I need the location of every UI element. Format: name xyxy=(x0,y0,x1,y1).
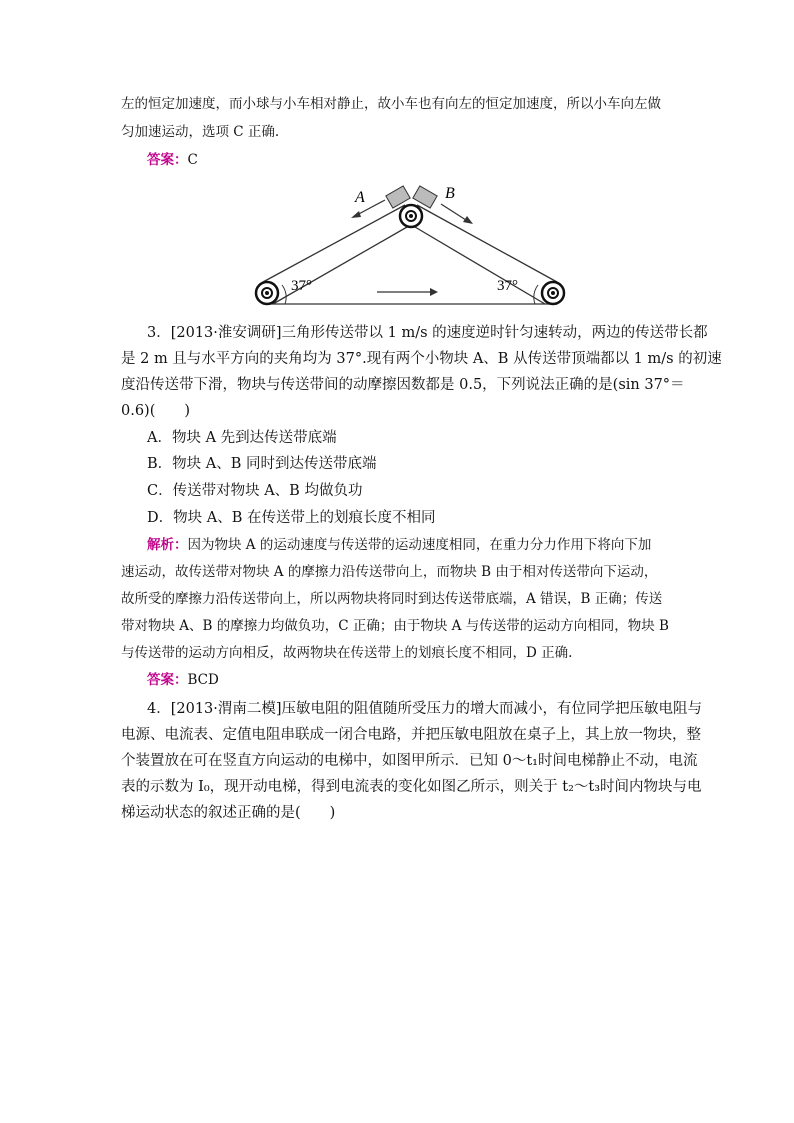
q3-option-c: C．传送带对物块 A、B 均做负功 xyxy=(147,483,363,499)
q4-stem-line-2: 电源、电流表、定值电阻串联成一闭合电路，并把压敏电阻放在桌子上，其上放一物块，整 xyxy=(121,727,701,743)
arrow-a-head xyxy=(351,211,361,218)
arrow-b xyxy=(441,204,469,222)
q3-analysis-line-5: 与传送带的运动方向相反，故两物块在传送带上的划痕长度不相同，D 正确. xyxy=(121,645,573,661)
pulley-top xyxy=(400,205,422,227)
q3-option-b: B．物块 A、B 同时到达传送带底端 xyxy=(147,456,377,472)
prev-analysis-line-2: 匀加速运动，选项 C 正确. xyxy=(121,124,280,140)
pulley-left xyxy=(256,282,278,304)
q3-answer xyxy=(147,670,219,690)
angle-arc-left xyxy=(282,285,286,304)
q3-analysis-line-3: 故所受的摩擦力沿传送带向上，所以两物块将同时到达传送带底端，A 错误，B 正确；传送 xyxy=(121,591,663,607)
answer-label: 答案： xyxy=(147,152,188,168)
q3-analysis-line-2: 速运动，故传送带对物块 A 的摩擦力沿传送带向上，而物块 B 由于相对传送带向下运动， xyxy=(121,564,658,580)
angle-label-left: 37° xyxy=(291,278,312,294)
q3-analysis-line-4: 带对物块 A、B 的摩擦力均做负功，C 正确；由于物块 A 与传送带的运动方向相同，物块 B xyxy=(121,618,669,634)
prev-answer xyxy=(147,150,198,170)
answer-value: BCD xyxy=(187,672,219,688)
answer-value: C xyxy=(187,152,198,168)
arrow-b-head xyxy=(463,216,473,224)
q3-analysis-line-1 xyxy=(147,535,651,555)
label-a: A xyxy=(355,189,365,206)
belt-left-upper xyxy=(263,205,405,282)
conveyor-figure xyxy=(245,180,575,310)
q3-stem-line-3: 度沿传送带下滑，物块与传送带间的动摩擦因数都是 0.5，下列说法正确的是(sin 37°＝ xyxy=(121,377,685,393)
q4-stem-line-1: 4．[2013·渭南二模]压敏电阻的阻值随所受压力的增大而减小，有位同学把压敏电阻与 xyxy=(147,701,703,717)
angle-label-right: 37° xyxy=(497,278,518,294)
analysis-text: 因为物块 A 的运动速度与传送带的运动速度相同，在重力分力作用下将向下加 xyxy=(187,537,652,553)
q3-stem-line-4: 0.6)( ) xyxy=(121,403,191,419)
q3-option-a: A．物块 A 先到达传送带底端 xyxy=(147,430,337,446)
belt-right-upper xyxy=(417,205,557,282)
arrow-belt-head xyxy=(430,288,438,296)
q3-stem-line-1: 3．[2013·淮安调研]三角形传送带以 1 m/s 的速度逆时针匀速转动，两边的传送带长都 xyxy=(147,325,708,341)
q3-option-d: D．物块 A、B 在传送带上的划痕长度不相同 xyxy=(147,510,436,526)
pulley-right xyxy=(542,282,564,304)
q3-stem-line-2: 是 2 m 且与水平方向的夹角均为 37°.现有两个小物块 A、B 从传送带顶端都以 1 m/s 的初速 xyxy=(121,351,722,367)
prev-analysis-line-1: 左的恒定加速度，而小球与小车相对静止，故小车也有向左的恒定加速度，所以小车向左做 xyxy=(121,96,661,112)
analysis-label: 解析： xyxy=(147,537,188,553)
angle-arc-right xyxy=(534,285,538,304)
q4-stem-line-3: 个装置放在可在竖直方向运动的电梯中，如图甲所示．已知 0～t₁时间电梯静止不动，电流 xyxy=(121,753,698,769)
label-b: B xyxy=(445,185,455,202)
answer-label: 答案： xyxy=(147,672,188,688)
block-b xyxy=(413,186,437,208)
q4-stem-line-5: 梯运动状态的叙述正确的是( ) xyxy=(121,805,336,821)
q4-stem-line-4: 表的示数为 I₀，现开动电梯，得到电流表的变化如图乙所示，则关于 t₂～t₃时间内物块与电 xyxy=(121,779,702,795)
